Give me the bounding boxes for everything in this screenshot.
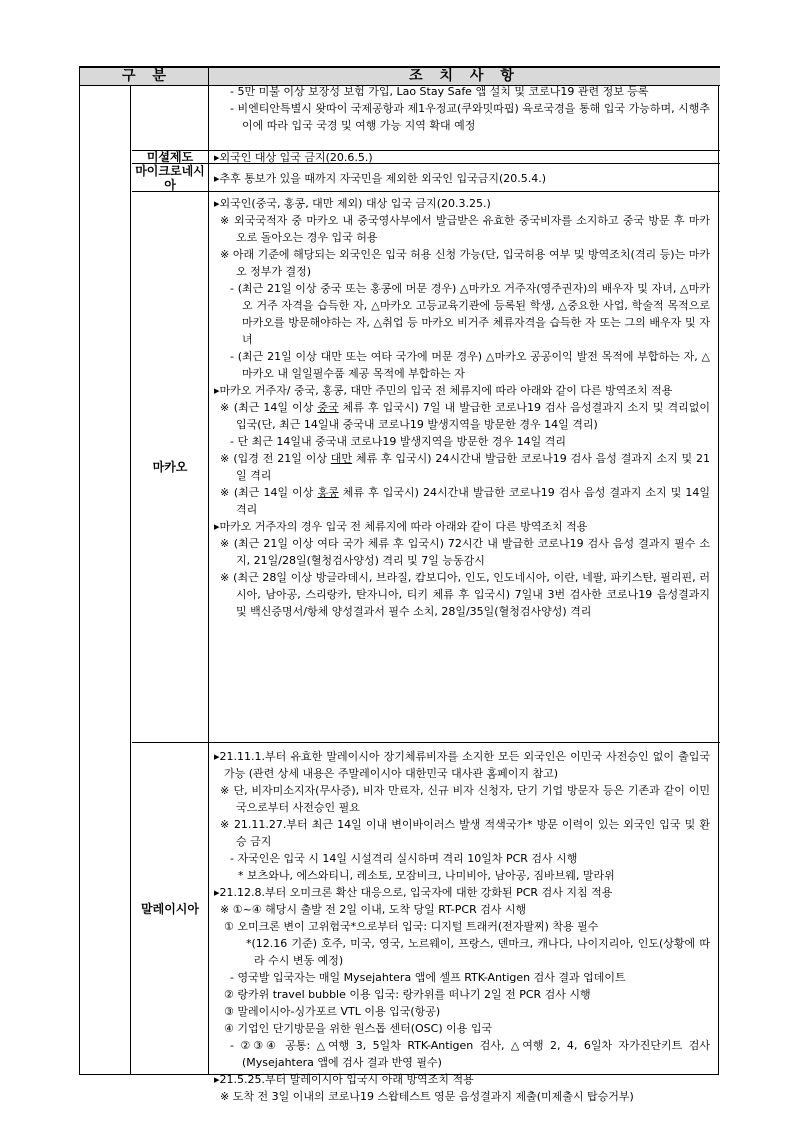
measure-line: * 보츠와나, 에스와티니, 레소토, 모잠비크, 나미비아, 남아공, 짐바브웨, 말라위	[238, 869, 615, 882]
measures-table	[79, 66, 719, 1103]
text-run: 체류 후 입국시) 24시간내 발급한 코로나19 검사 음성 결과지 소지 및 21일 격리	[236, 452, 710, 482]
country-name: 마이크로네시아	[132, 164, 209, 191]
country-cell	[132, 86, 209, 150]
text-run: 체류 후 입국시) 24시간내 발급한 코로나19 검사 음성 결과지 소지 및 14일 격리	[236, 486, 711, 516]
measures-cell	[210, 192, 720, 742]
underlined-country: 홍콩	[317, 486, 339, 499]
row-micronesia	[132, 164, 720, 192]
row-laos	[132, 86, 720, 150]
measure-line	[214, 450, 710, 484]
laos-line: - 5만 미불 이상 보장성 보험 가입, Lao Stay Safe 앱 설치 및 코로나19 관련 정보 등록	[230, 85, 649, 98]
measure-line: ▸21.11.1.부터 유효한 말레이시아 장기체류비자를 소지한 모든 외국인은 이민국 사전승인 없이 출입국 가능 (관련 상세 내용은 주말레이시아 대한민국 대사관 홈페이지 참고)	[214, 750, 710, 780]
measure-line: ※ 단, 비자미소지자(무사증), 비자 만료자, 신규 비자 신청자, 단기 기업 방문자 등은 기존과 같이 이민국으로부터 사전승인 필요	[220, 784, 710, 814]
measure-line	[214, 399, 710, 433]
measure-line: - 자국인은 입국 시 14일 시설격리 실시하며 격리 10일차 PCR 검사 시행	[230, 852, 578, 865]
measure-line: ② 랑카위 travel bubble 이용 입국: 랑카위를 떠나기 2일 전 PCR 검사 시행	[224, 988, 591, 1001]
measure-line: - (최근 21일 이상 대만 또는 여타 국가에 머문 경우) △마카오 공공이익 발전 목적에 부합하는 자, △마카오 내 일일필수품 제공 목적에 부합하는 자	[230, 350, 710, 380]
text-run: 체류 후 입국시) 7일 내 발급한 코로나19 검사 음성결과지 소지 및 격리없이 입국(단, 최근 14일내 중국내 코로나19 발생지역을 방문한 경우 14일 격리)	[236, 401, 710, 431]
measures-cell	[210, 164, 720, 191]
measure-line: ▸외국인(중국, 홍콩, 대만 제외) 대상 입국 금지(20.3.25.)	[214, 197, 491, 210]
measure-line: ※ ①~④ 해당시 출발 전 2일 이내, 도착 당일 RT-PCR 검사 시행	[220, 903, 527, 916]
measure-line: ▸마카오 거주자의 경우 입국 전 체류지에 따라 아래와 같이 다른 방역조치 적용	[214, 520, 588, 533]
measure-line: ③ 말레이시아-싱가포르 VTL 이용 입국(항공)	[224, 1005, 441, 1018]
country-name: 말레이시아	[132, 743, 209, 1075]
text-run: ※ (입경 전 21일 이상	[220, 452, 331, 465]
text-run: ※ (최근 14일 이상	[220, 486, 318, 499]
measure-line	[214, 484, 710, 518]
measure-line: ▸추후 통보가 있을 때까지 자국민을 제외한 외국인 입국금지(20.5.4.)	[214, 172, 547, 185]
measures-cell	[210, 151, 720, 163]
measure-line: ▸21.12.8.부터 오미크론 확산 대응으로, 입국자에 대한 강화된 PCR 검사 지침 적용	[214, 886, 613, 899]
measure-line: *(12.16 기준) 호주, 미국, 영국, 노르웨이, 프랑스, 덴마크, 캐나다, 나이지리아, 인도(상황에 따라 수시 변동 예정)	[246, 937, 710, 967]
row-malaysia	[132, 743, 720, 1103]
country-name: 미셜제도	[132, 151, 209, 163]
measure-line: ▸마카오 거주자/ 중국, 홍콩, 대만 주민의 입국 전 체류지에 따라 아래와 같이 다른 방역조치 적용	[214, 384, 673, 397]
measure-line: ④ 기업인 단기방문을 위한 원스톱 센터(OSC) 이용 입국	[224, 1022, 493, 1035]
measure-line: - (최근 21일 이상 중국 또는 홍콩에 머문 경우) △마카오 거주자(영주권자)의 배우자 및 자녀, △마카오 거주 자격을 습득한 자, △마카오 고등교육기관에 등록된 학생, △중요한 사업, 학술적 목적으로 마카오를 방문해야하는 자, △취업 등 마카오 비거주 체류자격을 습득한 자 또는 그의 배우자 및 자녀	[230, 282, 710, 346]
measure-line: - 영국발 입국자는 매일 Mysejahtera 앱에 셀프 RTK-Antigen 검사 결과 업데이트	[230, 971, 626, 984]
measure-line: ※ (최근 21일 이상 여타 국가 체류 후 입국시) 72시간 내 발급한 코로나19 검사 음성 결과지 필수 소지, 21일/28일(혈청검사양성) 격리 및 7일 능동감시	[220, 537, 710, 567]
laos-line: - 비엔티안특별시 왓따이 국제공항과 제1우정교(쿠와밋따핍) 육로국경을 통해 입국 가능하며, 시행추이에 따라 입국 국경 및 여행 가능 지역 확대 예정	[230, 102, 710, 132]
measure-line: - ②③④ 공통: △여행 3, 5일차 RTK-Antigen 검사, △여행 2, 4, 6일차 자가진단키트 검사(Mysejahtera 앱에 검사 결과 반영 필수)	[230, 1039, 710, 1069]
measures-cell	[210, 743, 720, 1103]
header-category: 구 분	[80, 68, 209, 85]
measure-line: ※ 도착 전 3일 이내의 코로나19 스왑테스트 영문 음성결과지 제출(미제출시 탑승거부)	[220, 1090, 634, 1103]
measure-line: ※ 21.11.27.부터 최근 14일 이내 변이바이러스 발생 적색국가* 방문 이력이 있는 외국인 입국 및 환승 금지	[220, 818, 710, 848]
underlined-country: 중국	[317, 401, 339, 414]
measure-line: ※ (최근 28일 이상 방글라데시, 브라질, 캄보디아, 인도, 인도네시아, 이란, 네팔, 파키스탄, 필리핀, 러시아, 남아공, 스리랑카, 탄자니아, 티키 체류 후 입국시) 7일내 3번 검사한 코로나19 음성결과지 및 백신증명서/항체 양성결과서 필수 소치, 28일/35일(혈청검사양성) 격리	[220, 571, 710, 618]
measure-line: - 단 최근 14일내 중국내 코로나19 발생지역을 방문한 경우 14일 격리	[230, 435, 566, 448]
header-measures: 조 치 사 항	[409, 68, 520, 84]
measure-line: ① 오미크론 변이 고위험국*으로부터 입국: 디지털 트래커(전자팔찌) 착용 필수	[224, 920, 599, 933]
underlined-country: 대만	[330, 452, 353, 465]
measure-line: ▸21.5.25.부터 말레이시아 입국시 아래 방역조치 적용	[214, 1073, 474, 1086]
country-name: 마카오	[132, 192, 209, 742]
region-column	[80, 86, 131, 1074]
row-macau	[132, 192, 720, 743]
row-marshall-islands	[132, 150, 720, 164]
text-run: ※ (최근 14일 이상	[220, 401, 318, 414]
measure-line: ※ 외국국적자 중 마카오 내 중국영사부에서 발급받은 유효한 중국비자를 소지하고 중국 방문 후 마카오로 돌아오는 경우 입국 허용	[220, 214, 710, 244]
measure-line: ※ 아래 기준에 해당되는 외국인은 입국 허용 신청 가능(단, 입국허용 여부 및 방역조치(격리 등)는 마카오 정부가 결정)	[220, 248, 710, 278]
measures-cell	[210, 83, 720, 150]
measure-line: ▸외국인 대상 입국 금지(20.6.5.)	[214, 151, 373, 164]
